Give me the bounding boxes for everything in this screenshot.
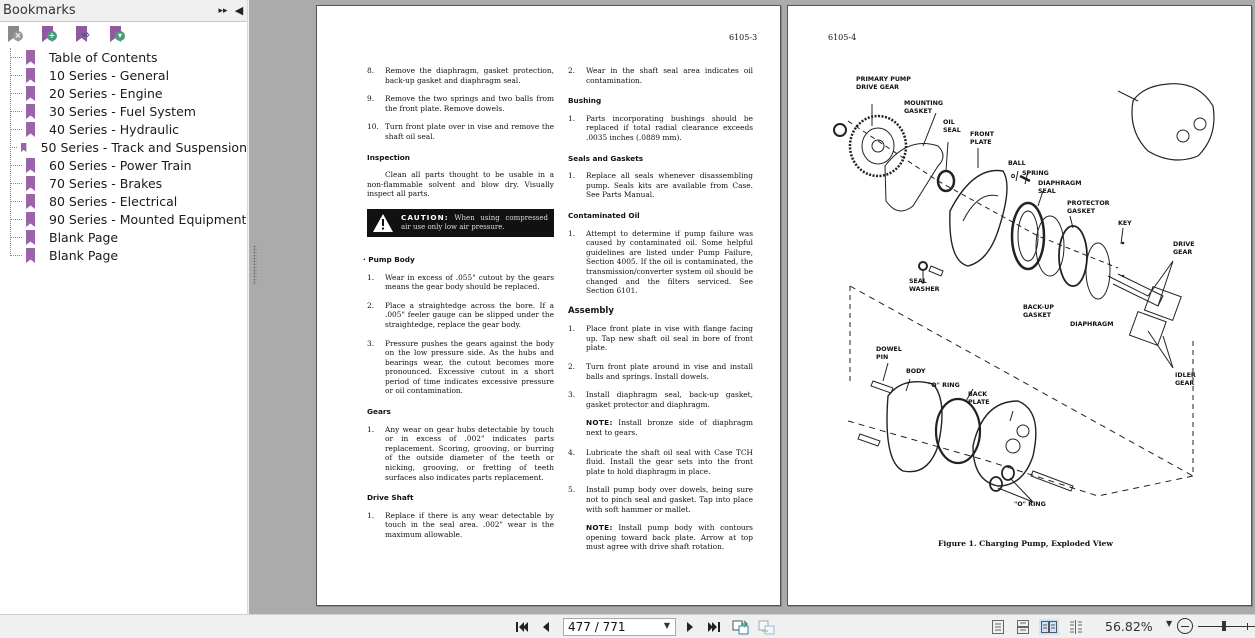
first-page-button[interactable] <box>514 619 530 635</box>
list-item: 8. Remove the diaphragm, gasket protection, back-up gasket and diaphragm seal. <box>367 66 554 85</box>
bookmark-icon <box>26 86 35 101</box>
section-heading: Contaminated Oil <box>568 210 640 220</box>
section-heading: Bushing <box>568 96 602 106</box>
list-item: 3. Pressure pushes the gears against the body on the low pressure side. As the hubs and bearings wear, the cutout becomes more pronounced. Excessive cutout in a short period of time indicates excessive pressure or oil contamination. <box>367 338 554 396</box>
label-dowel-pin: DOWEL PIN <box>876 346 902 361</box>
bookmark-icon <box>26 50 35 65</box>
bookmark-item-table-of-contents[interactable]: Table of Contents <box>0 48 247 66</box>
splitter-grip-icon[interactable] <box>253 245 257 285</box>
continuous-facing-icon <box>1068 620 1084 634</box>
list-item: 1. Place front plate in vise with flange facing up. Tap new shaft oil seal in bore of front plate. <box>568 324 753 353</box>
bookmark-icon <box>26 230 35 245</box>
page-number: 6105-3 <box>729 33 758 42</box>
label-o-ring: "O" RING <box>928 382 960 389</box>
bookmark-item-60-series-power-train[interactable]: 60 Series - Power Train <box>0 156 247 174</box>
zoom-slider-thumb[interactable] <box>1222 621 1226 631</box>
zoom-slider-tick <box>1247 623 1248 630</box>
next-page-button[interactable] <box>684 619 696 635</box>
bookmark-icon <box>26 194 35 209</box>
label-diaphragm: DIAPHRAGM <box>1070 321 1114 328</box>
bookmark-item-blank-page-2[interactable]: Blank Page <box>0 246 247 264</box>
label-body: BODY <box>906 368 926 375</box>
last-page-icon <box>707 621 721 633</box>
figure-caption: Figure 1. Charging Pump, Exploded View <box>938 539 1113 548</box>
bookmark-icon <box>26 104 35 119</box>
list-item: 1. Wear in excess of .055" cutout by the gears means the gear body should be replaced. <box>367 272 554 292</box>
bookmark-icon <box>26 176 35 191</box>
bookmark-item-40-series-hydraulic[interactable]: 40 Series - Hydraulic <box>0 120 247 138</box>
delete-bookmark-button[interactable]: × <box>8 26 24 44</box>
section-heading: Drive Shaft <box>367 493 414 503</box>
bookmark-icon <box>26 68 35 83</box>
label-idler-gear: IDLER GEAR <box>1175 372 1196 387</box>
view-single-page-button[interactable] <box>990 619 1006 635</box>
list-item: 3. Install diaphragm seal, back-up gasket, gasket protector and diaphragm. <box>568 390 753 409</box>
view-continuous-button[interactable] <box>1015 619 1031 635</box>
list-item: 2. Place a straightedge across the bore. If a .005" feeler gauge can be slipped under the straightedge, replace the gear body. <box>367 300 554 329</box>
bookmark-item-20-series-engine[interactable]: 20 Series - Engine <box>0 84 247 102</box>
section-heading: · Pump Body <box>363 254 415 264</box>
view-facing-button[interactable] <box>1039 619 1059 635</box>
list-item: 10. Turn front plate over in vise and remove the shaft oil seal. <box>367 122 554 141</box>
label-ball: BALL <box>1008 160 1026 167</box>
list-item: 2. Wear in the shaft seal area indicates oil contamination. <box>568 66 753 85</box>
section-heading: Assembly <box>568 305 614 316</box>
bookmark-item-80-series-electrical[interactable]: 80 Series - Electrical <box>0 192 247 210</box>
navigation-toolbar <box>0 614 1255 638</box>
bookmark-item-10-series-general[interactable]: 10 Series - General <box>0 66 247 84</box>
text-column-2 <box>568 66 753 562</box>
section-heading: Inspection <box>367 152 410 162</box>
note: NOTE: Install bronze side of diaphragm next to gears. <box>586 418 753 438</box>
facing-icon <box>1041 621 1057 633</box>
bookmarks-panel <box>0 0 248 614</box>
pdf-page-6105-3 <box>316 5 781 606</box>
bookmarks-title: Bookmarks <box>3 3 76 18</box>
next-view-button[interactable] <box>758 619 776 635</box>
first-page-icon <box>515 621 529 633</box>
bookmark-icon <box>26 122 35 137</box>
label-mounting-gasket: MOUNTING GASKET <box>904 100 944 115</box>
previous-view-icon <box>732 619 750 635</box>
bookmark-item-30-series-fuel-system[interactable]: 30 Series - Fuel System <box>0 102 247 120</box>
list-item: 1. Any wear on gear hubs detectable by touch or in excess of .002" indicates parts replacement. Scoring, grooving, or burring of the outside diameter of the teeth or nicking, grooving, or fretting of teeth surfaces also indicates parts replacement. <box>367 424 554 482</box>
previous-view-button[interactable] <box>732 619 750 635</box>
bookmark-item-70-series-brakes[interactable]: 70 Series - Brakes <box>0 174 247 192</box>
warning-icon <box>373 214 393 232</box>
bookmark-item-50-series-track[interactable]: 50 Series - Track and Suspension <box>0 138 247 156</box>
bookmark-icon <box>21 140 26 155</box>
list-item: 5. Install pump body over dowels, being sure not to pinch seal and gasket. Tap into place with soft hammer or mallet. <box>568 485 753 514</box>
single-page-icon <box>992 620 1004 634</box>
zoom-dropdown-icon[interactable]: ▼ <box>1166 619 1173 628</box>
bookmark-tree <box>0 48 247 264</box>
paragraph: Clean all parts thought to be usable in a non-flammable solvent and blow dry. Visually inspect all parts. <box>367 170 554 199</box>
label-key: KEY <box>1118 220 1132 227</box>
list-item: 1. Replace all seals whenever disassembling pump. Seals kits are available from Case. See Parts Manual. <box>568 171 753 200</box>
label-primary-pump-drive-gear: PRIMARY PUMP DRIVE GEAR <box>856 76 911 91</box>
bookmark-icon <box>26 212 35 227</box>
list-item: 1. Attempt to determine if pump failure was caused by contaminated oil. Some helpful guidelines are listed under Pump Failure, Section 4005. If the oil is contaminated, the transmission/converter system oil should be changed and the filters serviced. See Section 6101. <box>568 228 753 296</box>
label-drive-gear: DRIVE GEAR <box>1173 241 1195 256</box>
zoom-out-button[interactable] <box>1177 618 1193 634</box>
charging-pump-exploded-diagram <box>788 6 1253 607</box>
caution-box: CAUTION: When using compressed air use only low air pressure. <box>367 209 554 237</box>
list-item: 4. Lubricate the shaft oil seal with Case TCH fluid. Install the gear sets into the front plate to hold diaphragm in place. <box>568 447 753 476</box>
list-item: 1. Parts incorporating bushings should be replaced if total radial clearance exceeds .0035 inches (.0889 mm). <box>568 113 753 142</box>
go-to-bookmark-button[interactable]: ⇨ <box>76 26 92 44</box>
label-back-plate: BACK PLATE <box>968 391 990 406</box>
view-continuous-facing-button[interactable] <box>1067 619 1085 635</box>
bookmark-toolbar <box>0 22 247 48</box>
list-item: 2. Turn front plate around in vise and install balls and springs. Install dowels. <box>568 362 753 381</box>
page-number-input[interactable]: 477 / 771 ▼ <box>563 618 676 636</box>
label-front-plate: FRONT PLATE <box>970 131 995 146</box>
bookmark-icon <box>26 248 35 263</box>
panel-options-icon[interactable]: ▸▸ <box>218 5 228 16</box>
label-protector-gasket: PROTECTOR GASKET <box>1067 200 1110 215</box>
previous-page-icon <box>542 621 550 633</box>
add-bookmark-button[interactable]: + <box>42 26 58 44</box>
next-page-icon <box>686 621 694 633</box>
section-heading: Gears <box>367 407 391 417</box>
bookmarks-header <box>0 0 247 22</box>
list-item: 9. Remove the two springs and two balls from the front plate. Remove dowels. <box>367 94 554 113</box>
bookmark-icon <box>26 158 35 173</box>
expand-bookmark-button[interactable]: ▾ <box>110 26 126 44</box>
label-o-ring-small: "O" RING <box>1014 501 1046 508</box>
label-diaphragm-seal: DIAPHRAGM SEAL <box>1038 180 1082 195</box>
collapse-panel-icon[interactable]: ◀ <box>234 4 244 17</box>
last-page-button[interactable] <box>706 619 722 635</box>
panel-splitter[interactable] <box>249 0 259 614</box>
bookmark-item-blank-page-1[interactable]: Blank Page <box>0 228 247 246</box>
label-seal-washer: SEAL WASHER <box>909 278 940 293</box>
list-item: 1. Replace if there is any wear detectable by touch in the seal area. .002" wear is the maximum allowable. <box>367 510 554 539</box>
continuous-icon <box>1017 620 1029 634</box>
label-spring: SPRING <box>1022 170 1049 177</box>
pdf-page-6105-4 <box>787 5 1252 606</box>
previous-page-button[interactable] <box>540 619 552 635</box>
text-column-1 <box>363 66 554 549</box>
label-oil-seal: OIL SEAL <box>943 119 961 134</box>
next-view-icon <box>758 619 776 635</box>
page-number: 6105-4 <box>828 33 857 42</box>
zoom-level-display[interactable]: 56.82% <box>1105 619 1153 634</box>
label-back-up-gasket: BACK-UP GASKET <box>1023 304 1054 319</box>
section-heading: Seals and Gaskets <box>568 153 644 163</box>
bookmark-item-90-series-mounted[interactable]: 90 Series - Mounted Equipment <box>0 210 247 228</box>
note: NOTE: Install pump body with contours opening toward back plate. Arrow at top must agree with drive shaft rotation. <box>586 523 753 552</box>
chevron-down-icon[interactable]: ▼ <box>663 621 670 630</box>
